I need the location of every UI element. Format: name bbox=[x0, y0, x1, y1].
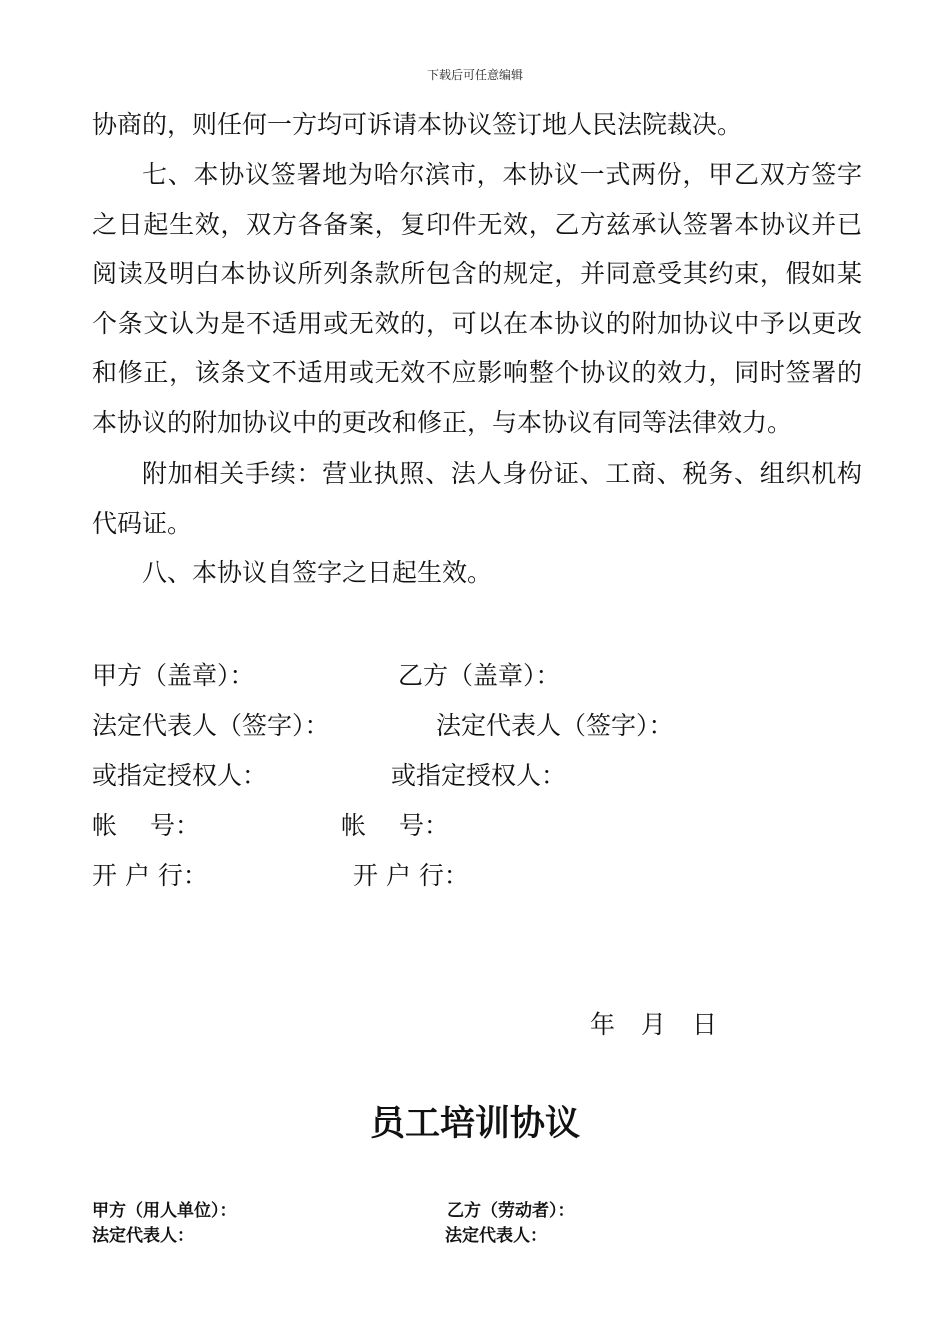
employee-party-label: 乙方（劳动者）： bbox=[447, 1201, 575, 1221]
employer-party-label: 甲方（用人单位）： bbox=[92, 1201, 237, 1221]
paragraph-article-8: 八、本协议自签字之日起生效。 bbox=[142, 558, 493, 587]
party-a-account-label: 帐 号： bbox=[92, 811, 200, 840]
date-day-label: 日 bbox=[692, 1010, 718, 1039]
party-b-bank-label: 开 户 行： bbox=[353, 861, 469, 890]
party-a-authorized-label: 或指定授权人： bbox=[92, 761, 268, 790]
party-b-representative-label: 法定代表人（签字）： bbox=[436, 711, 674, 740]
party-b-seal-label: 乙方（盖章）： bbox=[398, 661, 561, 690]
date-month-label: 月 bbox=[641, 1010, 667, 1039]
party-b-account-label: 帐 号： bbox=[341, 811, 449, 840]
page-title: 员工培训协议 bbox=[369, 1104, 580, 1144]
paragraph-article-7: 七、本协议签署地为哈尔滨市，本协议一式两份，甲乙双方签字之日起生效，双方各备案，复印件无效，乙方兹承认签署本协议并已阅读及明白本协议所列条款所包含的规定，并同意受其约束，假如某个条文认为是不适用或无效的，可以在本协议的附加协议中予以更改和修正，该条文不适用或无效不应影响整个协议的效力，同时签署的本协议的附加协议中的更改和修正，与本协议有同等法律效力。 bbox=[92, 160, 862, 437]
employer-representative-label: 法定代表人： bbox=[92, 1226, 194, 1246]
page-header: 下载后可任意编辑 bbox=[426, 68, 523, 82]
party-b-authorized-label: 或指定授权人： bbox=[391, 761, 567, 790]
employee-representative-label: 法定代表人： bbox=[445, 1226, 547, 1246]
party-a-bank-label: 开 户 行： bbox=[92, 861, 208, 890]
party-a-representative-label: 法定代表人（签字）： bbox=[92, 711, 330, 740]
paragraph-attachments: 附加相关手续：营业执照、法人身份证、工商、税务、组织机构代码证。 bbox=[92, 459, 862, 538]
date-year-label: 年 bbox=[590, 1010, 616, 1039]
paragraph-dispute-clause: 协商的，则任何一方均可诉请本协议签订地人民法院裁决。 bbox=[92, 110, 743, 139]
party-a-seal-label: 甲方（盖章）： bbox=[92, 661, 255, 690]
